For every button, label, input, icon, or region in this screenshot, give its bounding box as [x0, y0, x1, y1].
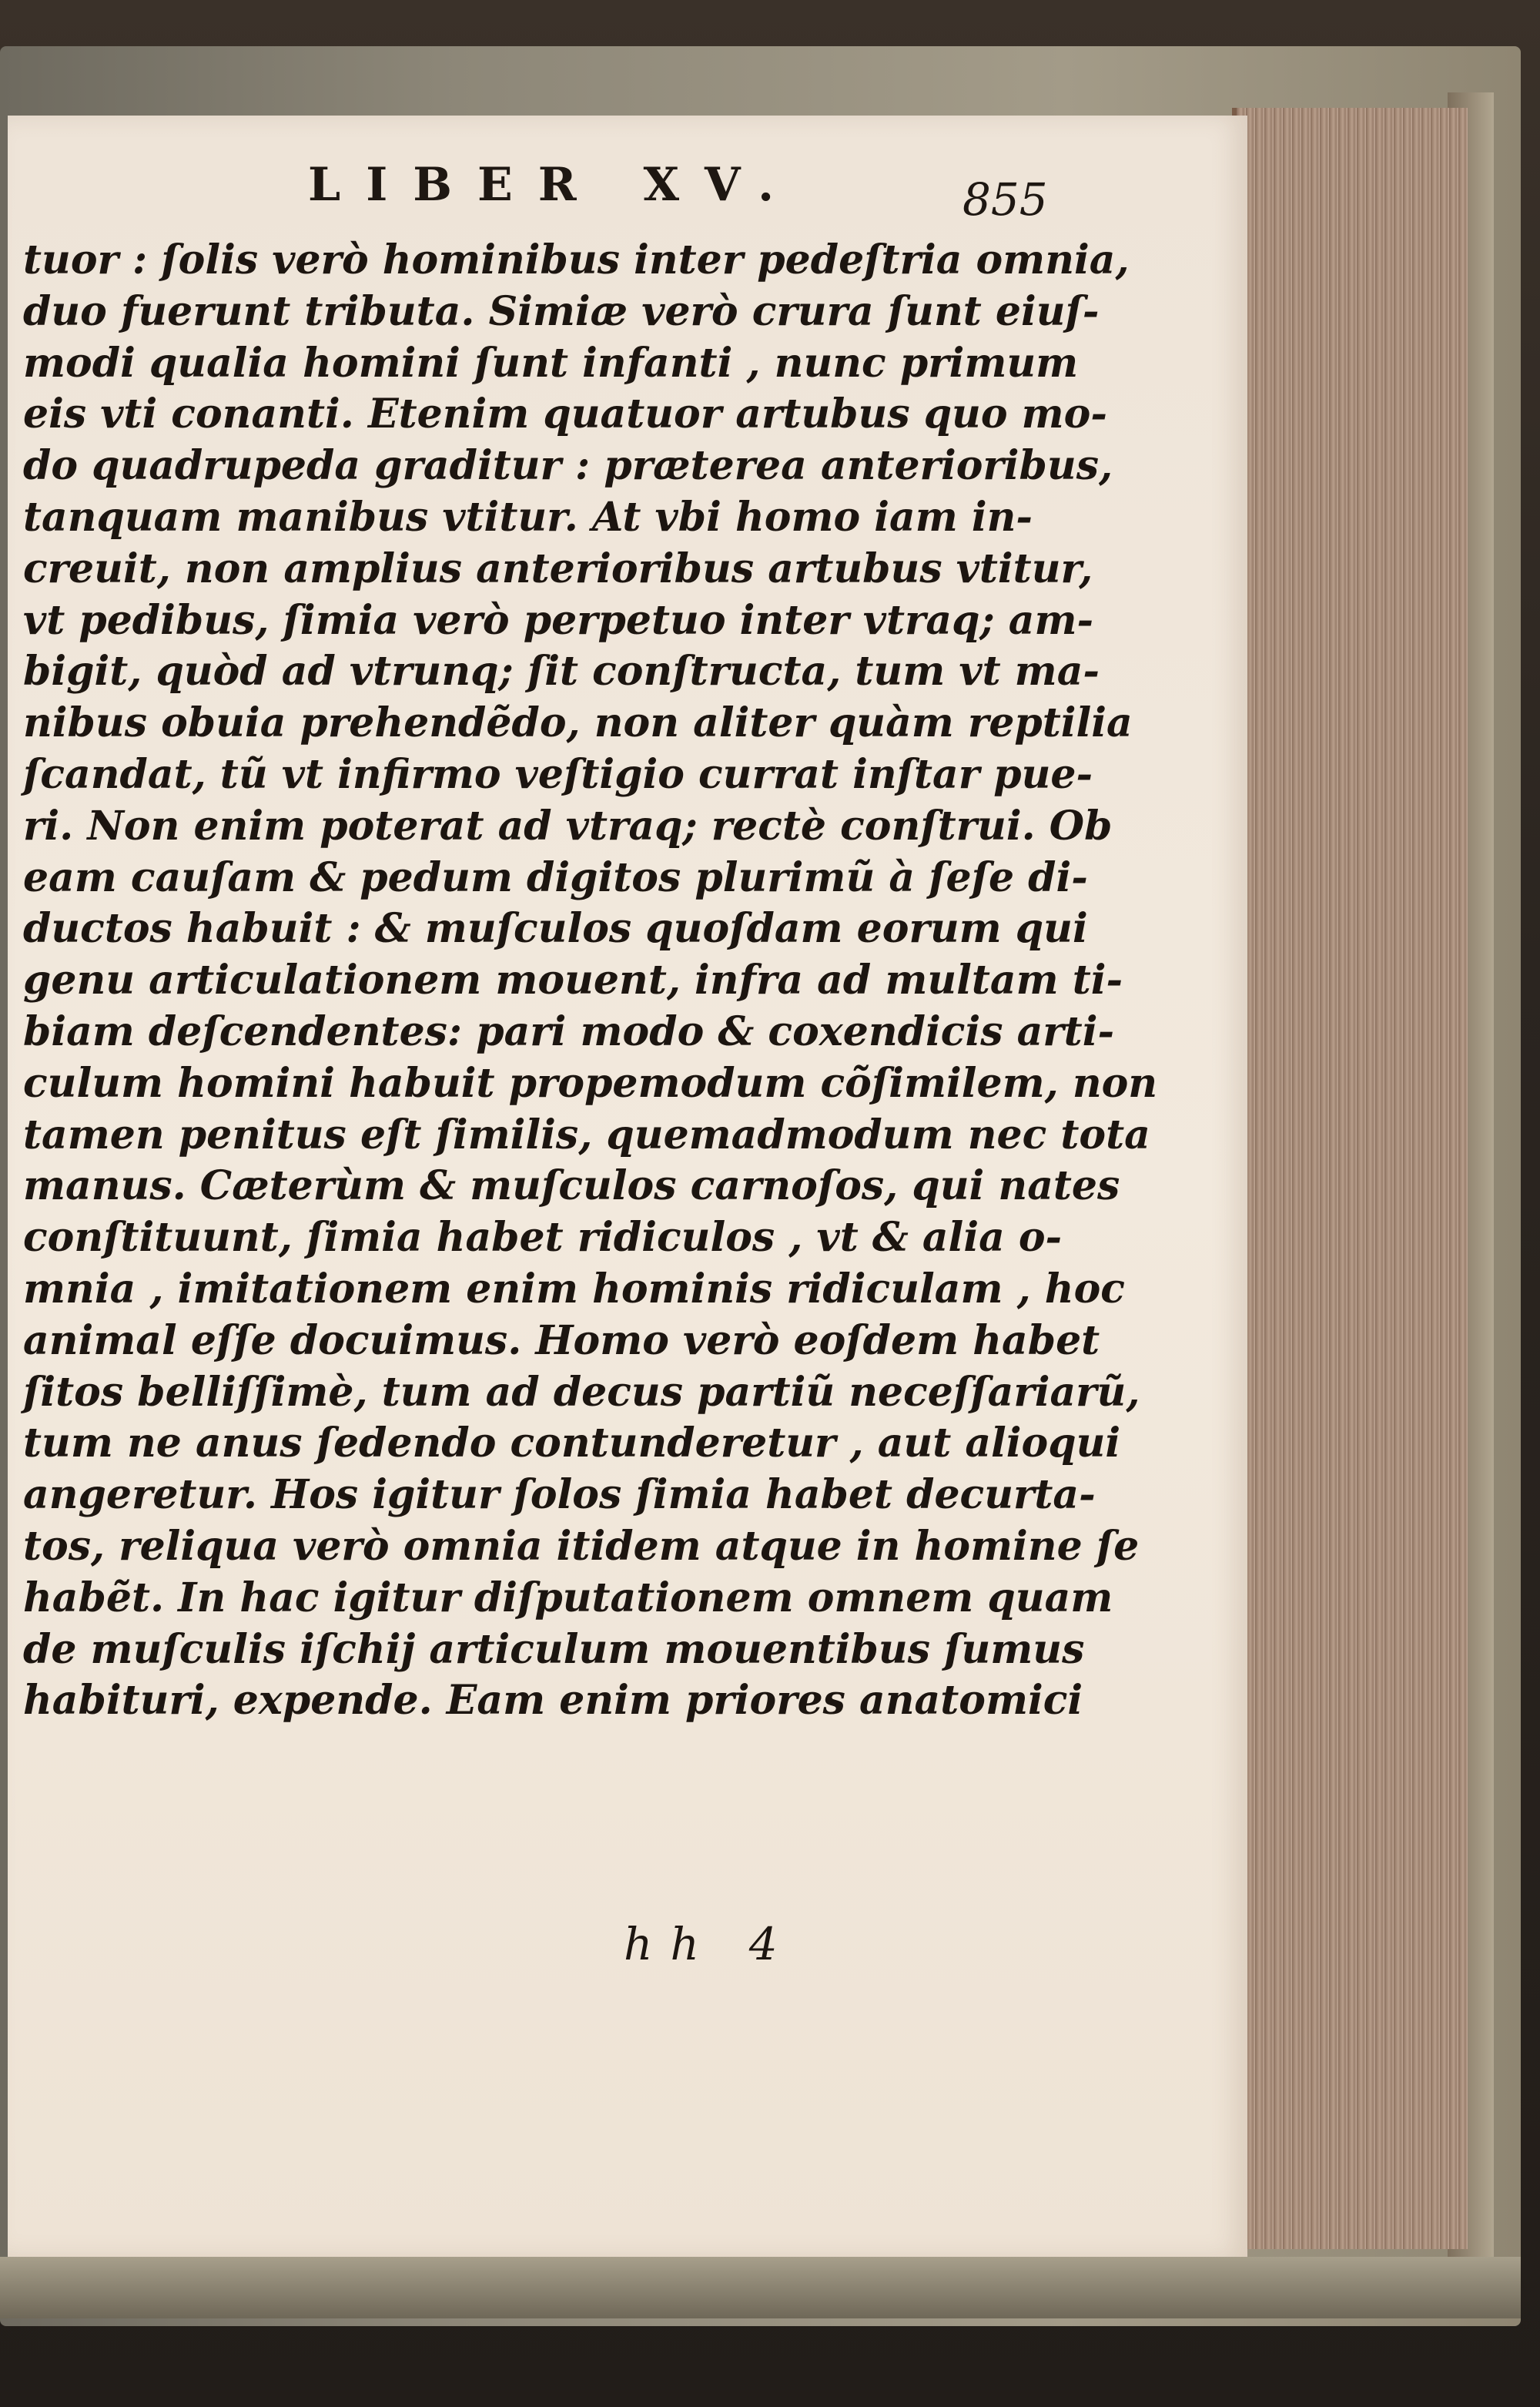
text-line: biam deſcendentes: pari modo & coxendicis arti-: [23, 1007, 1115, 1055]
text-line: genu articulationem mouent, infra ad multam ti-: [23, 957, 1123, 1004]
text-line: mnia , imitationem enim hominis ridiculam , hoc: [23, 1265, 1125, 1312]
text-line: vt pedibus, ſimia verò perpetuo inter vtraq; am-: [23, 596, 1094, 644]
text-line: do quadrupeda graditur : præterea anterioribus,: [23, 442, 1113, 490]
text-line: eam cauſam & pedum digitos plurimũ à ſeſe di-: [23, 853, 1088, 901]
text-line: culum homini habuit propemodum cõſimilem, non: [23, 1059, 1158, 1107]
text-line: eis vti conanti. Etenim quatuor artubus quo mo-: [23, 391, 1107, 438]
page-block-edges: [1232, 108, 1468, 2249]
text-line: ſcandat, tũ vt infirmo veſtigio currat inſtar pue-: [23, 750, 1093, 798]
running-title: LIBER XV.: [308, 158, 799, 212]
text-line: tuor : ſolis verò hominibus inter pedeſtria omnia,: [23, 236, 1130, 283]
cover-bottom-edge: [0, 2257, 1521, 2318]
page-number: 855: [962, 173, 1048, 226]
text-line: de muſculis iſchij articulum mouentibus ſumus: [23, 1625, 1085, 1673]
text-line: duo fuerunt tributa. Simiæ verò crura ſunt eiuſ-: [23, 287, 1100, 335]
text-line: animal eſſe docuimus. Homo verò eoſdem habet: [23, 1316, 1100, 1364]
text-line: angeretur. Hos igitur ſolos ſimia habet decurta-: [23, 1471, 1096, 1519]
text-line: ductos habuit : & muſculos quoſdam eorum qui: [23, 905, 1088, 953]
text-line: ſitos belliſſimè, tum ad decus partiũ neceſſariarũ,: [23, 1368, 1140, 1416]
text-line: modi qualia homini ſunt infanti , nunc primum: [23, 339, 1079, 387]
signature-mark: hh 4: [624, 1918, 795, 1970]
text-line: tanquam manibus vtitur. At vbi homo iam in-: [23, 493, 1033, 541]
body-text: [23, 235, 1158, 1727]
text-line: conſtituunt, ſimia habet ridiculos , vt & alia o-: [23, 1214, 1063, 1262]
text-line: creuit, non amplius anterioribus artubus vtitur,: [23, 545, 1093, 592]
text-line: habituri, expende. Eam enim priores anatomici: [23, 1677, 1083, 1725]
page-header: [0, 158, 1240, 227]
text-line: tamen penitus eſt ſimilis, quemadmodum nec tota: [23, 1111, 1150, 1158]
text-line: habẽt. In hac igitur diſputationem omnem quam: [23, 1574, 1113, 1621]
text-line: ri. Non enim poterat ad vtraq; rectè conſtrui. Ob: [23, 802, 1113, 850]
text-line: tos, reliqua verò omnia itidem atque in homine ſe: [23, 1522, 1140, 1570]
text-line: nibus obuia prehendẽdo, non aliter quàm reptilia: [23, 699, 1133, 747]
text-line: manus. Cæterùm & muſculos carnoſos, qui nates: [23, 1162, 1120, 1210]
text-line: tum ne anus ſedendo contunderetur , aut alioqui: [23, 1420, 1121, 1467]
text-line: bigit, quòd ad vtrunq; ſit conſtructa, tum vt ma-: [23, 648, 1100, 696]
